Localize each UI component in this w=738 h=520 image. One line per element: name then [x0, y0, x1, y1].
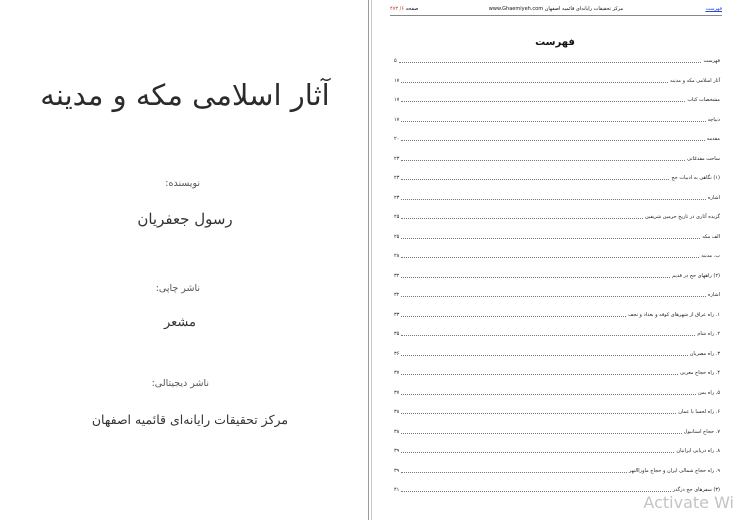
toc-entry-text: ساحت مقدمّاتی	[687, 155, 720, 162]
toc-entry[interactable]	[394, 310, 720, 330]
toc-entry-page: ۲۰	[394, 136, 400, 142]
toc-entry-text: ۱. راه عراق از شهرهای کوفه و بغداد و نجف	[628, 311, 720, 318]
toc-entry[interactable]	[394, 251, 720, 271]
toc-list	[394, 56, 720, 505]
toc-leader-dots	[401, 273, 670, 278]
toc-leader-dots	[401, 487, 670, 492]
publisher-name: مشعر	[163, 315, 196, 330]
toc-entry-text: (۲) راههای حج در قدیم	[672, 272, 720, 279]
toc-leader-dots	[401, 136, 704, 141]
publisher-label: ناشر چاپی:	[155, 283, 200, 294]
toc-entry-page: ۳۲	[394, 272, 400, 279]
toc-entry-page: ۳۶	[394, 350, 400, 357]
toc-entry[interactable]	[394, 427, 720, 447]
toc-entry[interactable]	[394, 95, 720, 115]
left-page	[0, 0, 368, 520]
toc-entry-text: مشخصات کتاب	[687, 97, 720, 103]
page-number-value: ۶/ ۴۷۳	[390, 6, 405, 12]
toc-entry-text: ۶. راه لحسا یا عمان	[678, 409, 720, 415]
author-name: رسول جعفریان	[137, 210, 233, 228]
toc-leader-dots	[401, 351, 687, 356]
toc-entry[interactable]	[394, 134, 720, 154]
toc-entry[interactable]	[394, 76, 720, 96]
toc-entry[interactable]	[394, 232, 720, 252]
toc-entry-text: گزیده آثاری در تاریخ حرمین شریفین	[645, 214, 720, 220]
toc-entry-page: ۲۳	[394, 155, 400, 162]
digital-publisher-name: مرکز تحقیقات رایانه‌ای قائمیه اصفهان	[91, 412, 289, 427]
toc-leader-dots	[401, 156, 685, 161]
toc-entry-text: (۳) سفرهای حج درگذر	[672, 487, 720, 493]
toc-entry-text: دیباچه	[707, 116, 720, 123]
toc-entry-text: ب. مدینه	[701, 253, 720, 259]
toc-entry[interactable]	[394, 368, 720, 388]
toc-entry-page: ۴۱	[394, 487, 400, 493]
toc-entry-page: ۲۳	[394, 194, 400, 201]
toc-leader-dots	[401, 468, 626, 473]
toc-entry[interactable]	[394, 271, 720, 291]
toc-entry-text: ۹. راه حجاج شمالی ایران و حجاج ماوراالنهر	[628, 467, 720, 474]
toc-entry-text: ۸. راه دریایی ایرانیان	[676, 448, 720, 454]
toc-entry-text: الف مکه	[702, 233, 720, 240]
toc-entry-page: ۲۵	[394, 214, 400, 220]
toc-entry[interactable]	[394, 212, 720, 232]
toc-leader-dots	[401, 117, 705, 122]
toc-entry[interactable]	[394, 115, 720, 135]
toc-entry-page: ۳۹	[394, 448, 400, 454]
toc-leader-dots	[399, 58, 702, 63]
toc-entry-page: ۱۷	[394, 97, 400, 103]
page-header	[390, 6, 722, 16]
toc-leader-dots	[401, 370, 678, 375]
toc-entry-page: ۱۷	[394, 77, 400, 84]
toc-entry-text: ۳. راه مصریان	[689, 350, 720, 357]
toc-entry-page: ۲۳	[394, 175, 400, 181]
toc-entry[interactable]	[394, 388, 720, 408]
toc-entry-text: اشاره	[707, 292, 720, 298]
toc-entry-page: ۳۸	[394, 428, 400, 435]
toc-leader-dots	[401, 214, 643, 219]
right-page	[372, 0, 738, 520]
toc-entry[interactable]	[394, 56, 720, 76]
activate-watermark: Activate Wi	[643, 493, 734, 512]
toc-entry-text: آثار اسلامی مکه و مدینه	[670, 77, 720, 84]
toc-entry-text: ۲. راه شام	[697, 331, 720, 337]
toc-entry-text: (۱) نگاهی به ادبیات حج	[671, 175, 720, 181]
toc-entry[interactable]	[394, 407, 720, 427]
toc-entry-page: ۳۹	[394, 467, 400, 474]
page-number-label: صفحه	[405, 6, 419, 12]
toc-entry[interactable]	[394, 466, 720, 486]
toc-entry-page: ۳۷	[394, 389, 400, 396]
toc-leader-dots	[401, 195, 705, 200]
toc-leader-dots	[401, 253, 699, 258]
book-title: آثار اسلامی مکه و مدینه	[40, 78, 330, 112]
toc-entry-page: ۳۳	[394, 311, 400, 318]
toc-entry[interactable]	[394, 290, 720, 310]
toc-leader-dots	[401, 331, 695, 336]
toc-entry[interactable]	[394, 349, 720, 369]
toc-entry[interactable]	[394, 329, 720, 349]
toc-leader-dots	[401, 175, 669, 180]
toc-entry-text: ۴. راه حجاج مغربی	[680, 370, 720, 376]
toc-leader-dots	[401, 234, 700, 239]
toc-leader-dots	[401, 312, 626, 317]
toc-entry-text: ۷. حجاج استانبول	[683, 428, 720, 435]
toc-leader-dots	[401, 429, 681, 434]
toc-entry[interactable]	[394, 193, 720, 213]
toc-entry-page: ۳۸	[394, 409, 400, 415]
toc-entry[interactable]	[394, 446, 720, 466]
toc-entry[interactable]	[394, 154, 720, 174]
toc-leader-dots	[401, 292, 705, 297]
toc-link[interactable]: فهرست	[705, 6, 722, 12]
toc-entry-page: ۳۲	[394, 292, 400, 298]
toc-entry-page: ۱۷	[394, 116, 400, 123]
toc-entry-page: ۳۷	[394, 370, 400, 376]
author-label: نویسنده:	[165, 178, 200, 189]
page-number	[390, 6, 418, 12]
toc-entry-text: ۵. راه یمن	[698, 389, 720, 396]
header-site: مرکز تحقیقات رایانه‌ای قائمیه اصفهان www.Ghaemiyeh.com	[488, 6, 624, 12]
toc-leader-dots	[401, 78, 668, 83]
toc-title: فهرست	[535, 37, 575, 48]
toc-leader-dots	[401, 448, 674, 453]
toc-entry-text: اشاره	[707, 194, 720, 201]
toc-entry-text: فهرست	[703, 58, 720, 64]
toc-leader-dots	[401, 409, 676, 414]
toc-entry-text: مقدمه	[706, 136, 720, 142]
toc-entry-page: ۲۵	[394, 233, 400, 240]
toc-entry-page: ۲۸	[394, 253, 400, 259]
page-divider	[368, 0, 369, 520]
toc-entry-page: ۵	[394, 58, 397, 64]
digital-publisher-label: ناشر دیجیتالی:	[151, 378, 209, 389]
toc-entry-page: ۳۵	[394, 331, 400, 337]
toc-leader-dots	[401, 390, 696, 395]
toc-entry[interactable]	[394, 173, 720, 193]
toc-leader-dots	[401, 97, 685, 102]
